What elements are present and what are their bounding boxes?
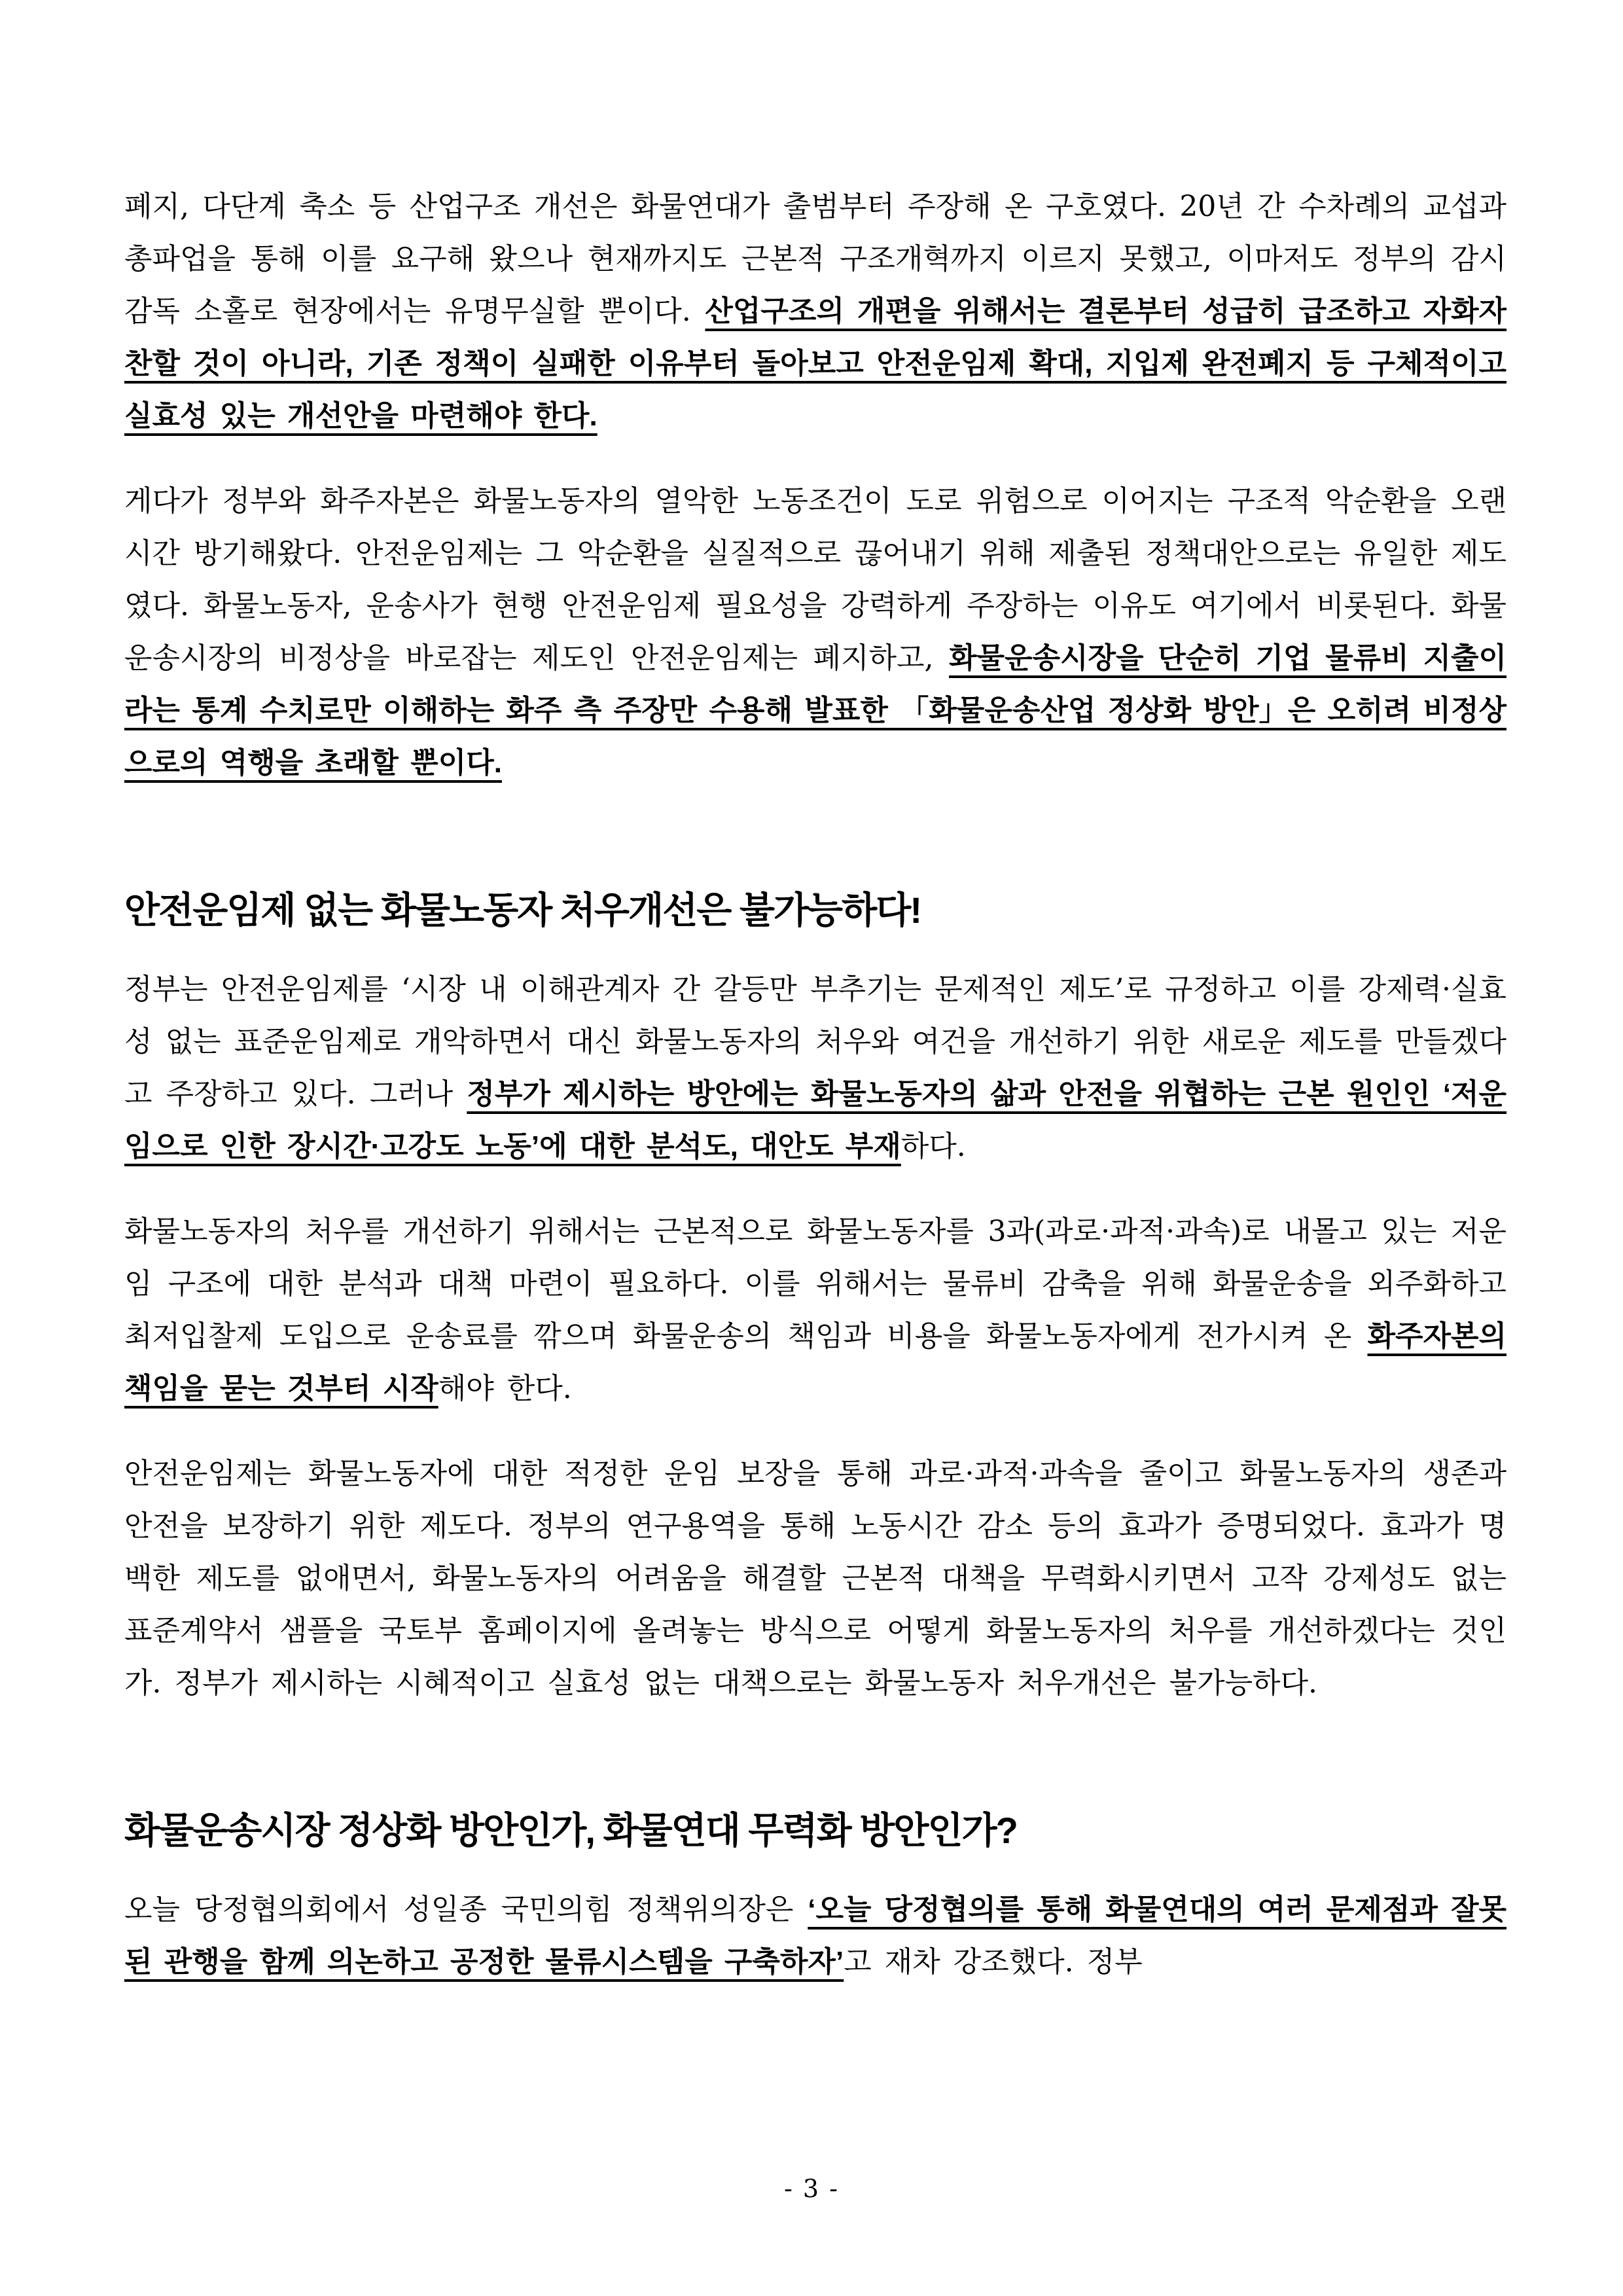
body-paragraph xyxy=(124,963,1507,1173)
emphasis-underline-segment: 산업구조의 개편을 위해서는 결론부터 성급히 급조하고 자화자찬할 것이 아니라, 기존 정책이 실패한 이유부터 돌아보고 안전운임제 확대, 지입제 완전폐지 등 구체적이고 실효성 있는 개선안을 마련해야 한다. xyxy=(124,295,1507,432)
text-segment: 안전운임제는 화물노동자에 대한 적정한 운임 보장을 통해 과로·과적·과속을 줄이고 화물노동자의 생존과 안전을 보장하기 위한 제도다. 정부의 연구용역을 통해 노동시간 감소 등의 효과가 증명되었다. 효과가 명백한 제도를 없애면서, 화물노동자의 어려움을 해결할 근본적 대책을 무력화시키면서 고작 강제성도 없는 표준계약서 샘플을 국토부 홈페이지에 올려놓는 방식으로 어떻게 화물노동자의 처우를 개선하겠다는 것인가. 정부가 제시하는 시혜적이고 실효성 없는 대책으로는 화물노동자 처우개선은 불가능하다. xyxy=(124,1457,1507,1700)
page-number: - 3 - xyxy=(783,2174,839,2203)
body-paragraph xyxy=(124,1448,1507,1710)
text-segment: 해야 한다. xyxy=(438,1372,572,1405)
body-paragraph xyxy=(124,1884,1507,1988)
emphasis-underline-segment: 화주자본의 책임을 묻는 것부터 시작 xyxy=(124,1320,1507,1405)
emphasis-underline-segment: 정부가 제시하는 방안에는 화물노동자의 삶과 안전을 위협하는 근본 원인인 ‘저운임으로 인한 장시간·고강도 노동’에 대한 분석도, 대안도 부재 xyxy=(124,1078,1507,1162)
text-segment: 화물노동자의 처우를 개선하기 위해서는 근본적으로 화물노동자를 3과(과로·과적·과속)로 내몰고 있는 저운임 구조에 대한 분석과 대책 마련이 필요하다. 이를 위해서는 물류비 감축을 위해 화물운송을 외주화하고 최저입찰제 도입으로 운송료를 깎으며 화물운송의 책임과 비용을 화물노동자에게 전가시켜 온 xyxy=(124,1215,1507,1353)
text-segment: 고 재차 강조했다. 정부 xyxy=(844,1945,1143,1979)
body-paragraph xyxy=(124,181,1507,442)
body-paragraph xyxy=(124,1206,1507,1415)
text-segment: 게다가 정부와 화주자본은 화물노동자의 열악한 노동조건이 도로 위험으로 이어지는 구조적 악순환을 오랜 시간 방기해왔다. 안전운임제는 그 악순환을 실질적으로 끊어내기 위해 제출된 정책대안으로는 유일한 제도였다. 화물노동자, 운송사가 현행 안전운임제 필요성을 강력하게 주장하는 이유도 여기에서 비롯된다. 화물운송시장의 비정상을 바로잡는 제도인 안전운임제는 폐지하고, xyxy=(124,484,1507,675)
text-segment: 하다. xyxy=(901,1130,966,1163)
emphasis-underline-segment: ‘오늘 당정협의를 통해 화물연대의 여러 문제점과 잘못된 관행을 함께 의논하고 공정한 물류시스템을 구축하자’ xyxy=(124,1893,1507,1978)
text-segment: 오늘 당정협의회에서 성일종 국민의힘 정책위의장은 xyxy=(124,1893,808,1926)
document-body xyxy=(124,181,1507,2021)
emphasis-underline-segment: 화물운송시장을 단순히 기업 물류비 지출이라는 통계 수치로만 이해하는 화주 측 주장만 수용해 발표한 「화물운송산업 정상화 방안」은 오히려 비정상으로의 역행을 초래할 뿐이다. xyxy=(124,642,1507,779)
text-segment: 폐지, 다단계 축소 등 산업구조 개선은 화물연대가 출범부터 주장해 온 구호였다. 20년 간 수차례의 교섭과 총파업을 통해 이를 요구해 왔으나 현재까지도 근본적 구조개혁까지 이르지 못했고, 이마저도 정부의 감시감독 소홀로 현장에서는 유명무실할 뿐이다. xyxy=(124,190,1507,328)
section-heading: 화물운송시장 정상화 방안인가, 화물연대 무력화 방안인가? xyxy=(124,1810,1017,1851)
text-segment: 정부는 안전운임제를 ‘시장 내 이해관계자 간 갈등만 부추기는 문제적인 제도’로 규정하고 이를 강제력·실효성 없는 표준운임제로 개악하면서 대신 화물노동자의 처우와 여건을 개선하기 위한 새로운 제도를 만들겠다고 주장하고 있다. 그러나 xyxy=(124,973,1507,1111)
section-heading: 안전운임제 없는 화물노동자 처우개선은 불가능하다! xyxy=(124,889,921,931)
body-paragraph xyxy=(124,475,1507,789)
